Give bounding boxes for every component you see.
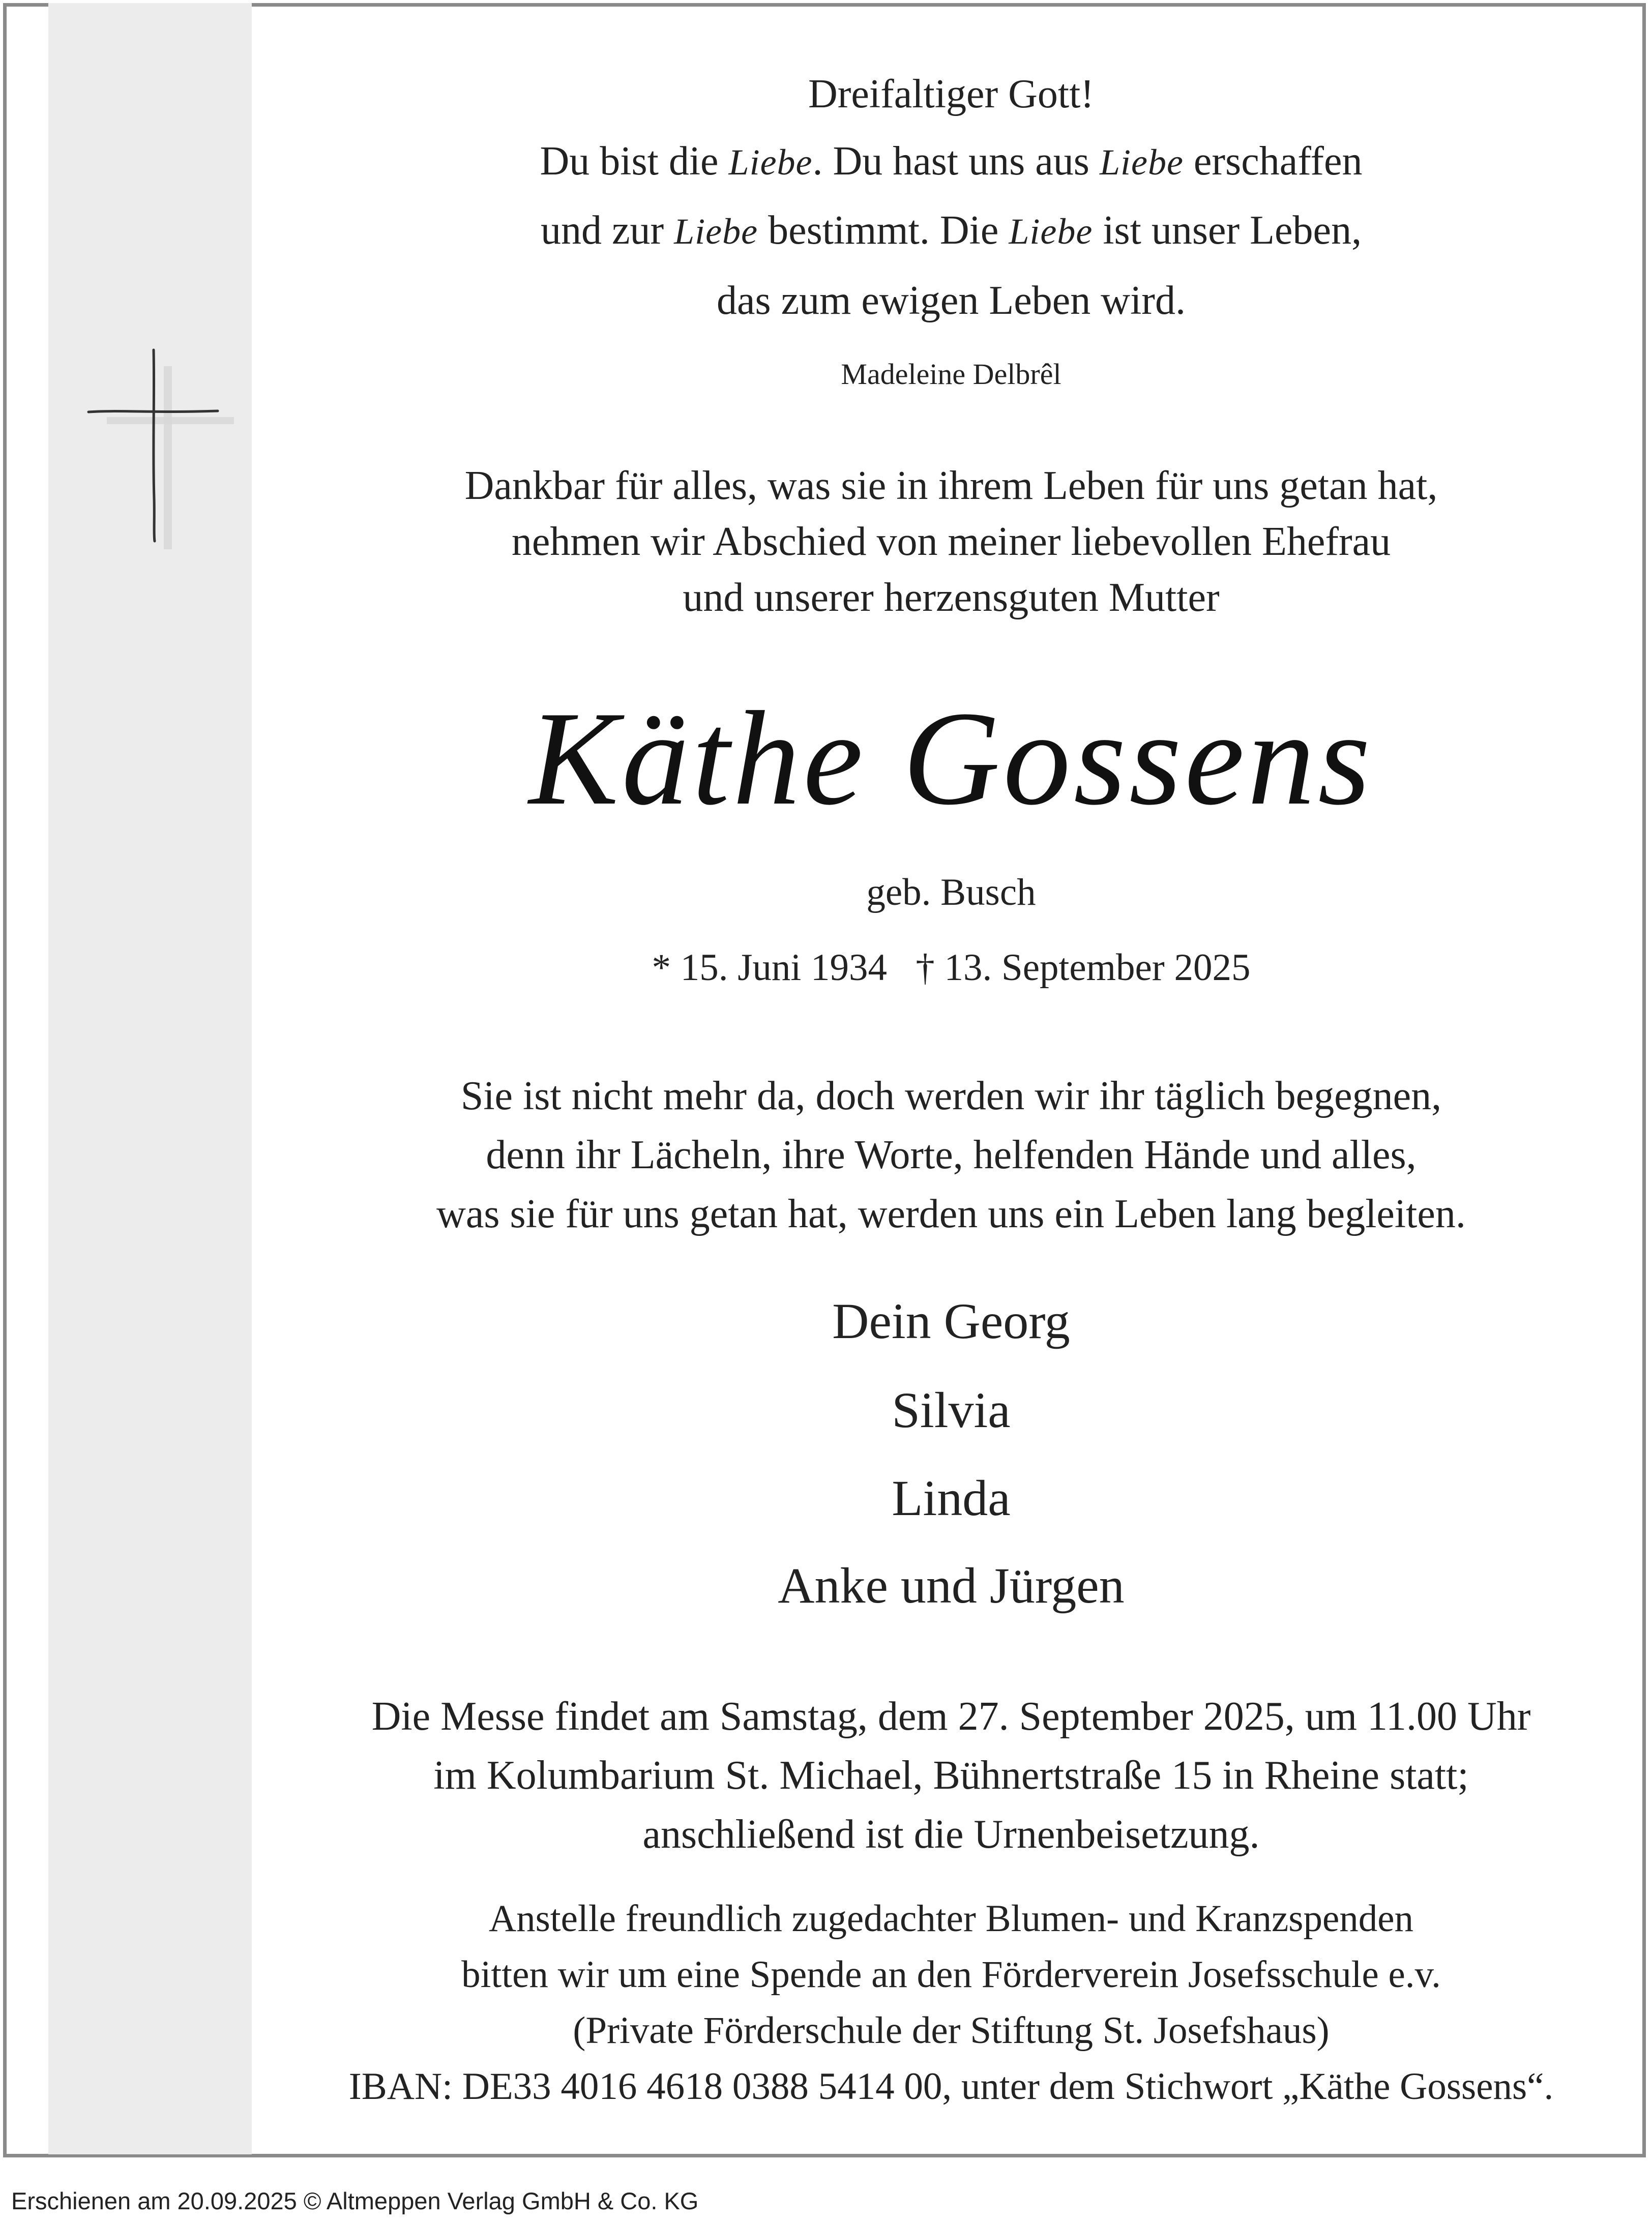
verse-line-1: Sie ist nicht mehr da, doch werden wir ihr täglich begegnen, <box>460 1074 1442 1118</box>
donation-line-1: Anstelle freundlich zugedachter Blumen- und Kranzspenden <box>488 1898 1414 1940</box>
prayer-line-3: und zur Liebe bestimmt. Die Liebe ist unser Leben, <box>540 208 1362 253</box>
donation-line-2: bitten wir um eine Spende an den Förderverein Josefsschule e.v. <box>461 1953 1441 1996</box>
prayer-line-1: Dreifaltiger Gott! <box>808 72 1094 116</box>
script-word: Liebe <box>674 211 758 252</box>
mourner-1: Dein Georg <box>832 1293 1070 1349</box>
birth-name: geb. Busch <box>866 871 1036 913</box>
intro-line-2: nehmen wir Abschied von meiner liebevollen Ehefrau <box>511 519 1391 564</box>
publication-footer: Erschienen am 20.09.2025 © Altmeppen Verlag GmbH & Co. KG <box>11 2187 699 2214</box>
life-dates: * 15. Juni 1934 † 13. September 2025 <box>652 946 1251 989</box>
mourner-3: Linda <box>892 1470 1011 1526</box>
cross-icon <box>86 346 244 559</box>
side-band <box>48 3 252 2154</box>
intro-line-1: Dankbar für alles, was sie in ihrem Leben für uns getan hat, <box>464 463 1438 508</box>
verse-line-2: denn ihr Lächeln, ihre Worte, helfenden Hände und alles, <box>486 1133 1417 1177</box>
service-line-3: anschließend ist die Urnenbeisetzung. <box>642 1812 1260 1857</box>
script-word: Liebe <box>1099 142 1184 183</box>
script-word: Liebe <box>728 142 813 183</box>
mourner-4: Anke und Jürgen <box>778 1557 1125 1614</box>
prayer-line-2: Du bist die Liebe. Du hast uns aus Liebe erschaffen <box>540 139 1363 184</box>
verse-line-3: was sie für uns getan hat, werden uns ein Leben lang begleiten. <box>436 1192 1466 1236</box>
service-line-2: im Kolumbarium St. Michael, Bühnertstraße 15 in Rheine statt; <box>433 1753 1469 1798</box>
mourner-2: Silvia <box>892 1382 1011 1438</box>
intro-line-3: und unserer herzensguten Mutter <box>683 575 1220 620</box>
prayer-line-4: das zum ewigen Leben wird. <box>717 278 1186 323</box>
donation-line-3: (Private Förderschule der Stiftung St. Josefshaus) <box>573 2009 1330 2052</box>
donation-line-4: IBAN: DE33 4016 4618 0388 5414 00, unter dem Stichwort „Käthe Gossens“. <box>348 2065 1554 2108</box>
script-word: Liebe <box>1009 211 1093 252</box>
deceased-name: Käthe Gossens <box>528 684 1374 833</box>
service-line-1: Die Messe findet am Samstag, dem 27. September 2025, um 11.00 Uhr <box>371 1694 1531 1739</box>
prayer-author: Madeleine Delbrêl <box>841 358 1061 391</box>
